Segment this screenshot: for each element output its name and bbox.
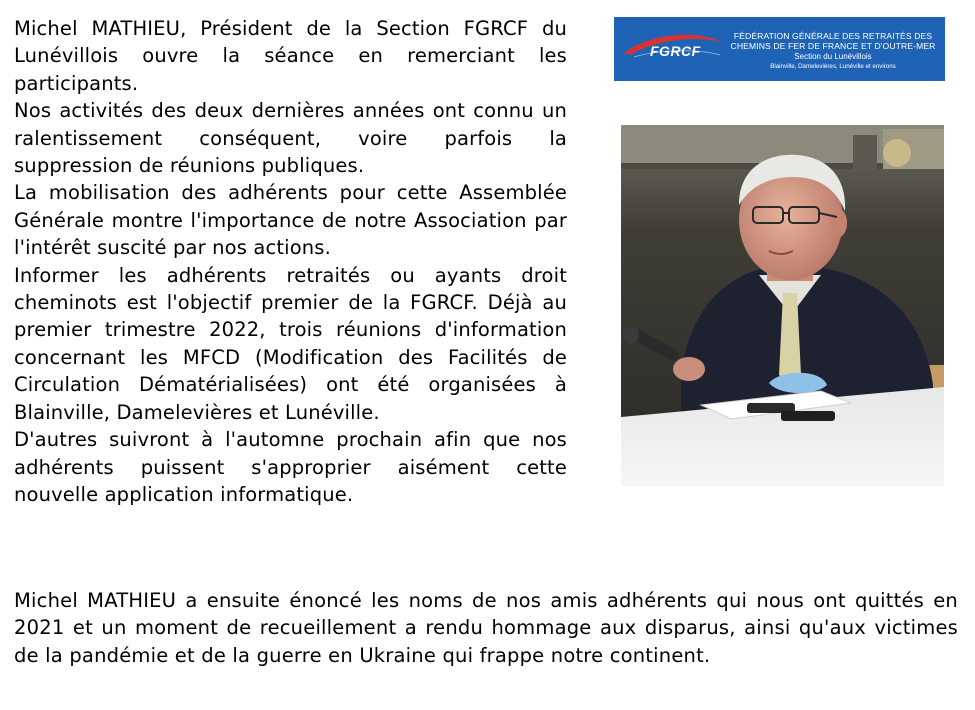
paragraph-mobilisation: La mobilisation des adhérents pour cette Assemblée Générale montre l'importance de notre Association par l'intérêt suscité par nos actions. (14, 181, 567, 260)
paragraph-opening: Michel MATHIEU, Président de la Section FGRCF du Lunévillois ouvre la séance en remerciant les participants. (14, 17, 567, 95)
paragraph-activities: Nos activités des deux dernières années ont connu un ralentissement conséquent, voire parfois la suppression de réunions publiques. (14, 99, 567, 178)
logo-caption (722, 31, 944, 71)
speaker-photo-image (621, 125, 944, 486)
article-column (14, 15, 567, 508)
fgrcf-logo (614, 17, 945, 81)
speaker-photo (621, 125, 944, 486)
closing-section (14, 587, 958, 669)
logo-line-railways: CHEMINS DE FER DE FRANCE ET D'OUTRE-MER (730, 41, 936, 51)
logo-line-section: Section du Lunévillois (794, 52, 872, 61)
logo-mark-text: FGRCF (650, 43, 701, 59)
logo-line-federation: FÉDÉRATION GÉNÉRALE DES RETRAITÉS DES (733, 31, 933, 41)
fgrcf-mark-icon (620, 25, 728, 73)
paragraph-next-meetings: D'autres suivront à l'automne prochain afin que nos adhérents puissent s'approprier aisément cette nouvelle application informatique. (14, 428, 567, 506)
paragraph-information: Informer les adhérents retraités ou ayants droit cheminots est l'objectif premier de la FGRCF. Déjà au premier trimestre 2022, trois réunions d'information concernant les MFCD (Modification des Facilités de Circulation Dématérialisées) ont été organisées à Blainville, Damelevières et Lunéville. (14, 263, 567, 424)
logo-line-towns: Blainville, Damelevières, Lunéville et environs (770, 63, 896, 70)
paragraph-tribute: Michel MATHIEU a ensuite énoncé les noms de nos amis adhérents qui nous ont quittés en 2021 et un moment de recueillement a rendu hommage aux disparus, ainsi qu'aux victimes de la pandémie et de la guerre en Ukraine qui frappe notre continent. (14, 589, 958, 667)
